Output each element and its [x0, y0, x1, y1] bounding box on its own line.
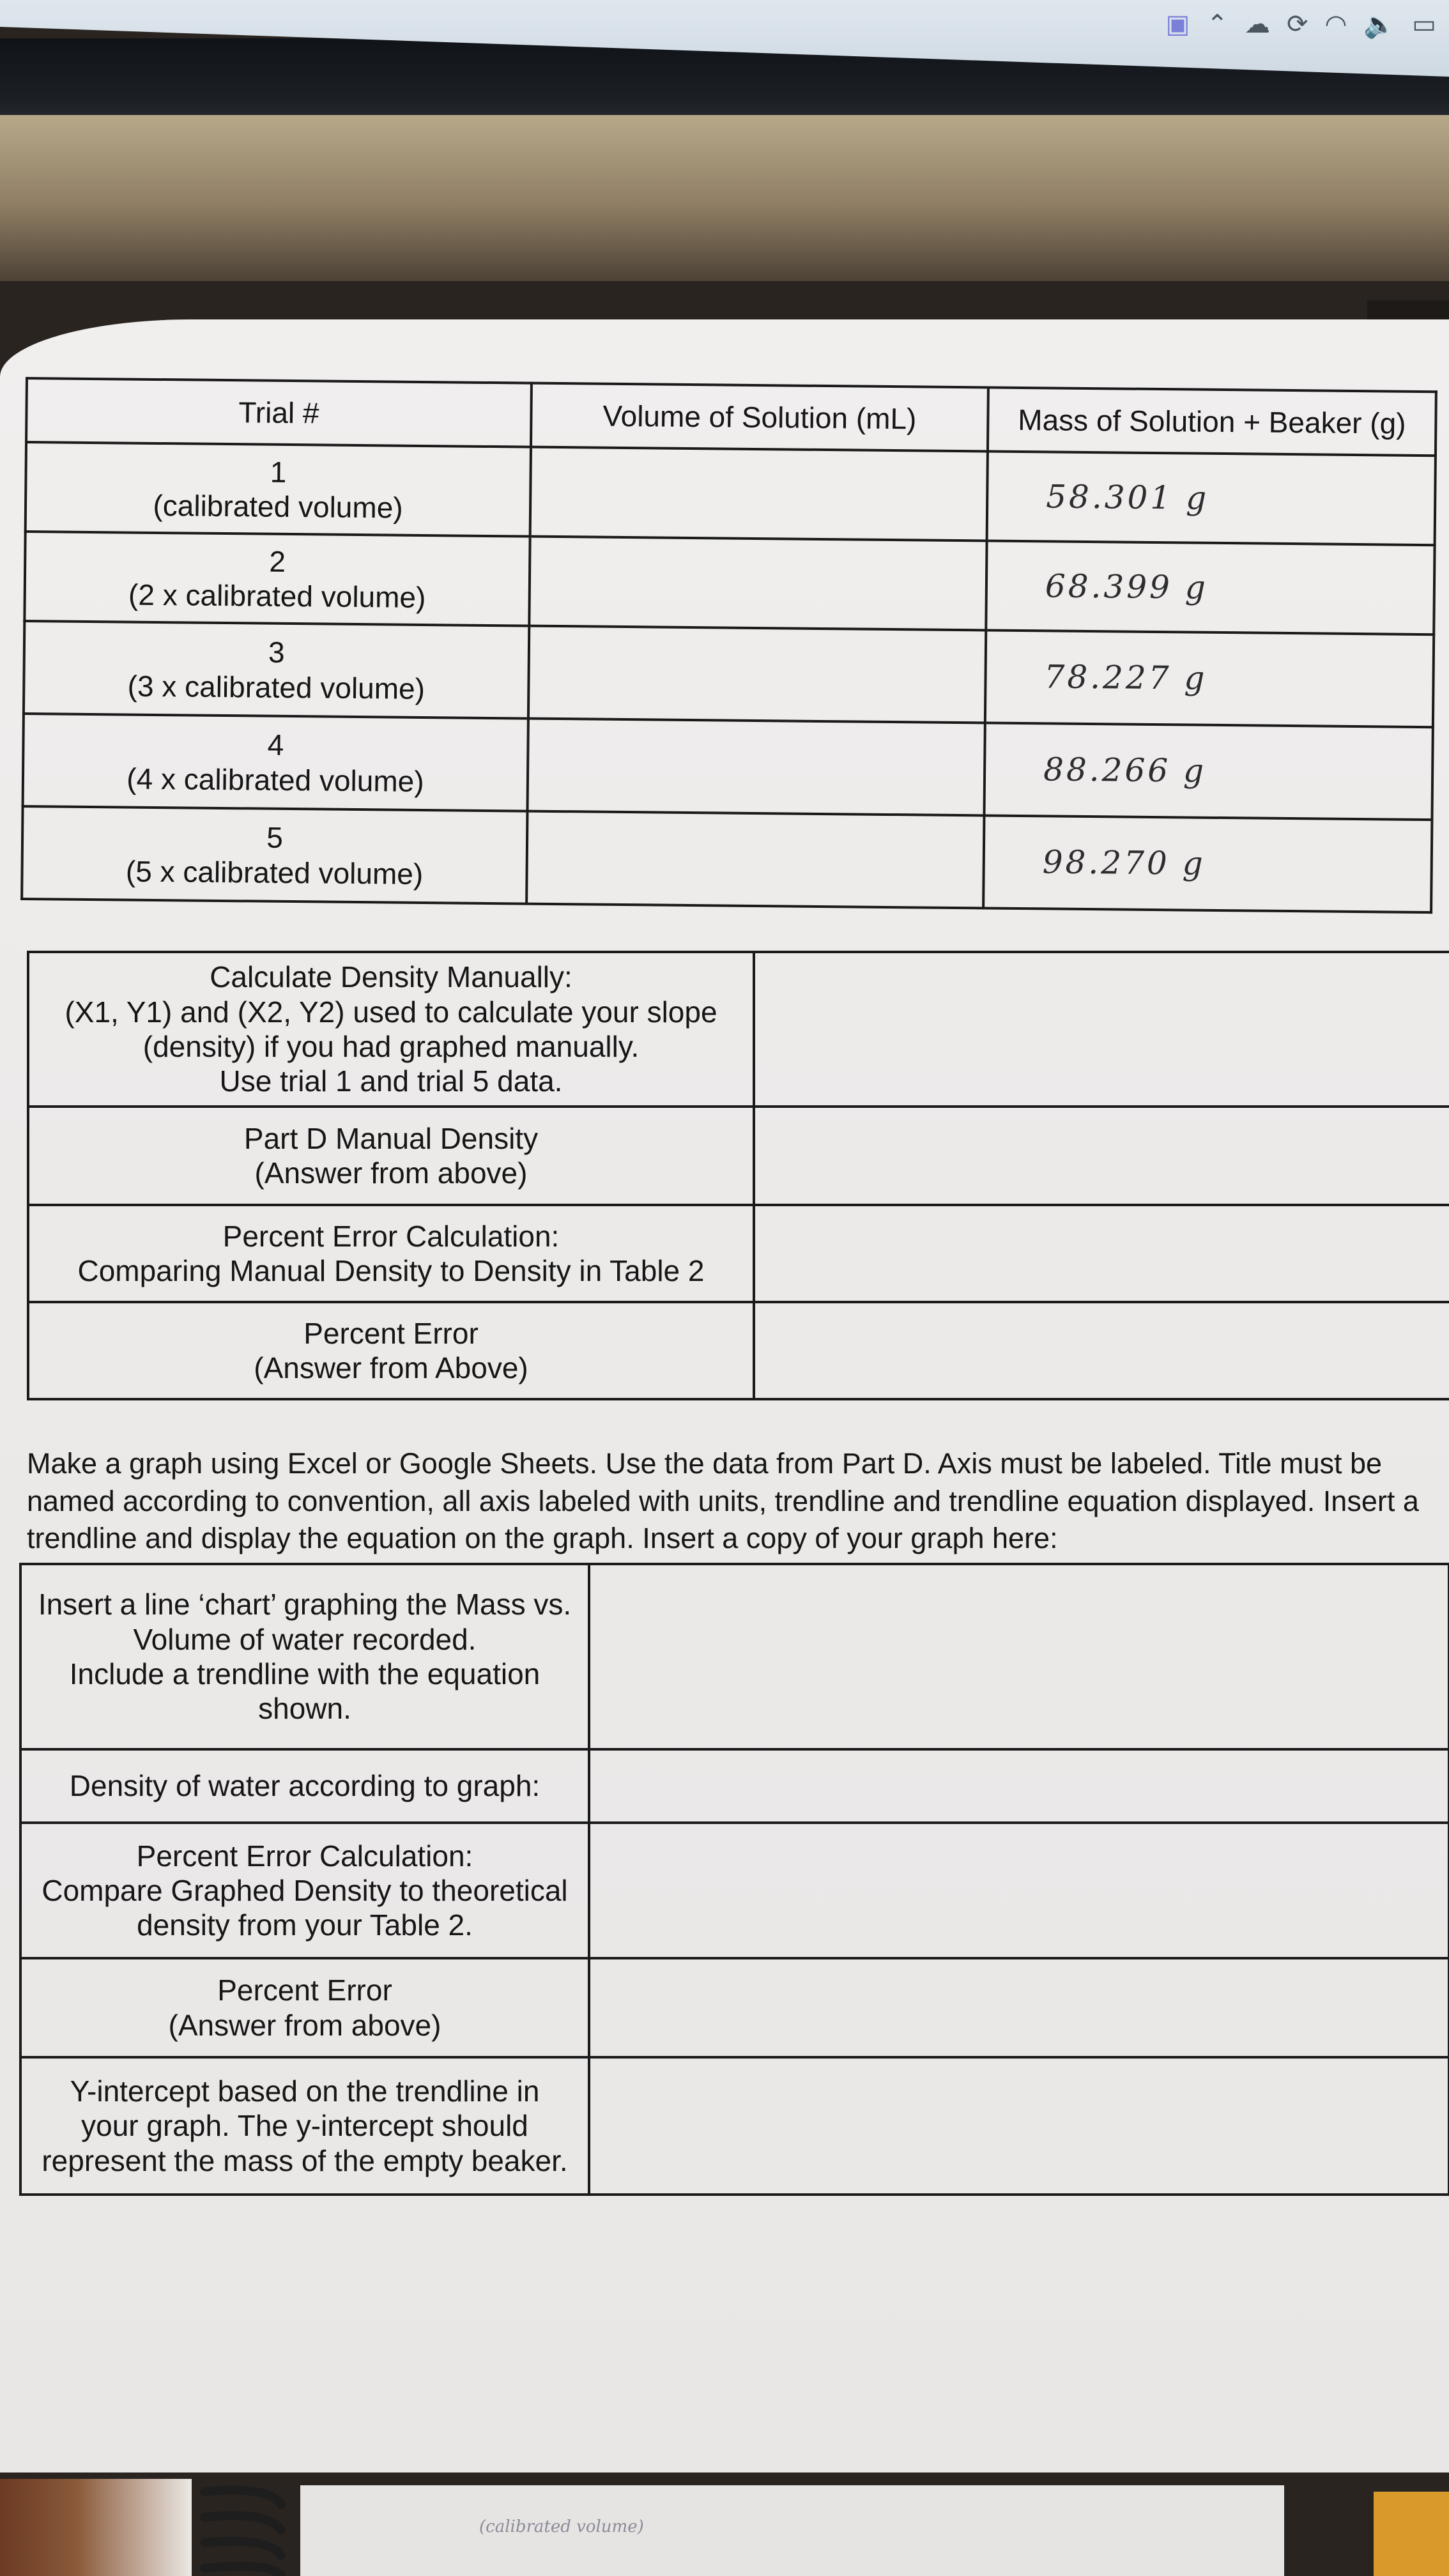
volume-cell[interactable] — [526, 811, 984, 908]
lower-notebook-page — [300, 2485, 1284, 2576]
volume-cell[interactable] — [529, 537, 986, 631]
table-row — [28, 1205, 1449, 1302]
mass-cell[interactable]: 88.266 g — [984, 723, 1432, 820]
question-cell: Percent Error Calculation: Comparing Manual Density to Density in Table 2 — [28, 1205, 754, 1302]
mass-cell[interactable]: 68.399 g — [986, 540, 1434, 634]
sync-icon[interactable]: ⟳ — [1286, 10, 1308, 39]
question-cell: Insert a line ‘chart’ graphing the Mass vs. Volume of water recorded. Include a trendline with the equation shown. — [20, 1564, 589, 1749]
table-row — [28, 1107, 1449, 1205]
chevron-up-icon[interactable]: ⌃ — [1206, 10, 1228, 39]
desk-shelf — [0, 115, 1449, 281]
question-cell: Percent Error (Answer from Above) — [28, 1302, 754, 1399]
volume-cell[interactable] — [528, 719, 985, 816]
battery-icon[interactable]: ▭ — [1412, 10, 1436, 39]
graph-instructions: Make a graph using Excel or Google Sheets. Use the data from Part D. Axis must be labeled. Title must be named according to convention, all axis labeled with units, trendline and trendline equation displayed. Insert a trendline and display the equation on the graph. Insert a copy of your graph here: — [27, 1447, 1419, 1554]
trial-label: 1 (calibrated volume) — [26, 442, 531, 537]
wifi-icon[interactable]: ◠ — [1324, 10, 1347, 39]
answer-cell[interactable] — [754, 952, 1449, 1107]
table-row — [22, 806, 1432, 912]
graph-analysis-table — [19, 1563, 1449, 2196]
answer-cell[interactable] — [589, 1564, 1449, 1749]
answer-cell[interactable] — [589, 2057, 1449, 2195]
speaker-icon[interactable]: 🔈 — [1363, 10, 1396, 40]
mass-cell[interactable]: 58.301 g — [987, 451, 1436, 545]
mass-cell[interactable]: 78.227 g — [985, 630, 1434, 727]
table-row — [20, 2057, 1449, 2195]
question-cell: Percent Error (Answer from above) — [20, 1958, 589, 2057]
trial-label: 2 (2 x calibrated volume) — [24, 532, 530, 626]
taskbar-tray — [1166, 5, 1436, 43]
lower-page-text: (calibrated volume) — [479, 2517, 644, 2536]
answer-cell[interactable] — [754, 1205, 1449, 1302]
header-mass: Mass of Solution + Beaker (g) — [988, 387, 1436, 456]
answer-cell[interactable] — [754, 1107, 1449, 1205]
table-row — [20, 1958, 1449, 2057]
trial-label: 5 (5 x calibrated volume) — [22, 806, 527, 904]
answer-cell[interactable] — [754, 1302, 1449, 1399]
table-row — [28, 952, 1449, 1107]
question-cell: Density of water according to graph: — [20, 1749, 589, 1823]
table-row — [20, 1564, 1449, 1749]
manual-density-table — [27, 951, 1449, 1400]
app-icon[interactable]: ▣ — [1165, 10, 1190, 39]
question-cell: Percent Error Calculation: Compare Graphed Density to theoretical density from your Table 2. — [20, 1823, 589, 1958]
table-row — [20, 1823, 1449, 1958]
part-d-data-table — [20, 377, 1438, 914]
answer-cell[interactable] — [589, 1823, 1449, 1958]
question-cell: Calculate Density Manually: (X1, Y1) and (X2, Y2) used to calculate your slope (density) if you had graphed manually. Use trial 1 and trial 5 data. — [28, 952, 754, 1107]
volume-cell[interactable] — [530, 447, 988, 541]
table-row — [24, 621, 1434, 727]
answer-cell[interactable] — [589, 1958, 1449, 2057]
binder-rings-icon — [192, 2479, 294, 2576]
table-row — [28, 1302, 1449, 1399]
question-cell: Part D Manual Density (Answer from above) — [28, 1107, 754, 1205]
table-row — [20, 1749, 1449, 1823]
cloud-icon[interactable]: ☁ — [1244, 10, 1270, 39]
header-trial: Trial # — [26, 378, 532, 447]
volume-cell[interactable] — [528, 626, 986, 723]
trial-label: 4 (4 x calibrated volume) — [23, 714, 528, 811]
table-row — [24, 532, 1434, 634]
header-volume: Volume of Solution (mL) — [531, 383, 988, 452]
fur-background — [0, 2479, 192, 2576]
answer-cell[interactable] — [589, 1749, 1449, 1823]
mass-cell[interactable]: 98.270 g — [983, 815, 1432, 912]
question-cell: Y-intercept based on the trendline in your graph. The y-intercept should represent the mass of the empty beaker. — [20, 2057, 589, 2195]
table-row — [23, 714, 1433, 820]
table-row — [26, 442, 1436, 545]
pencil — [1374, 2492, 1449, 2576]
trial-label: 3 (3 x calibrated volume) — [24, 621, 529, 719]
